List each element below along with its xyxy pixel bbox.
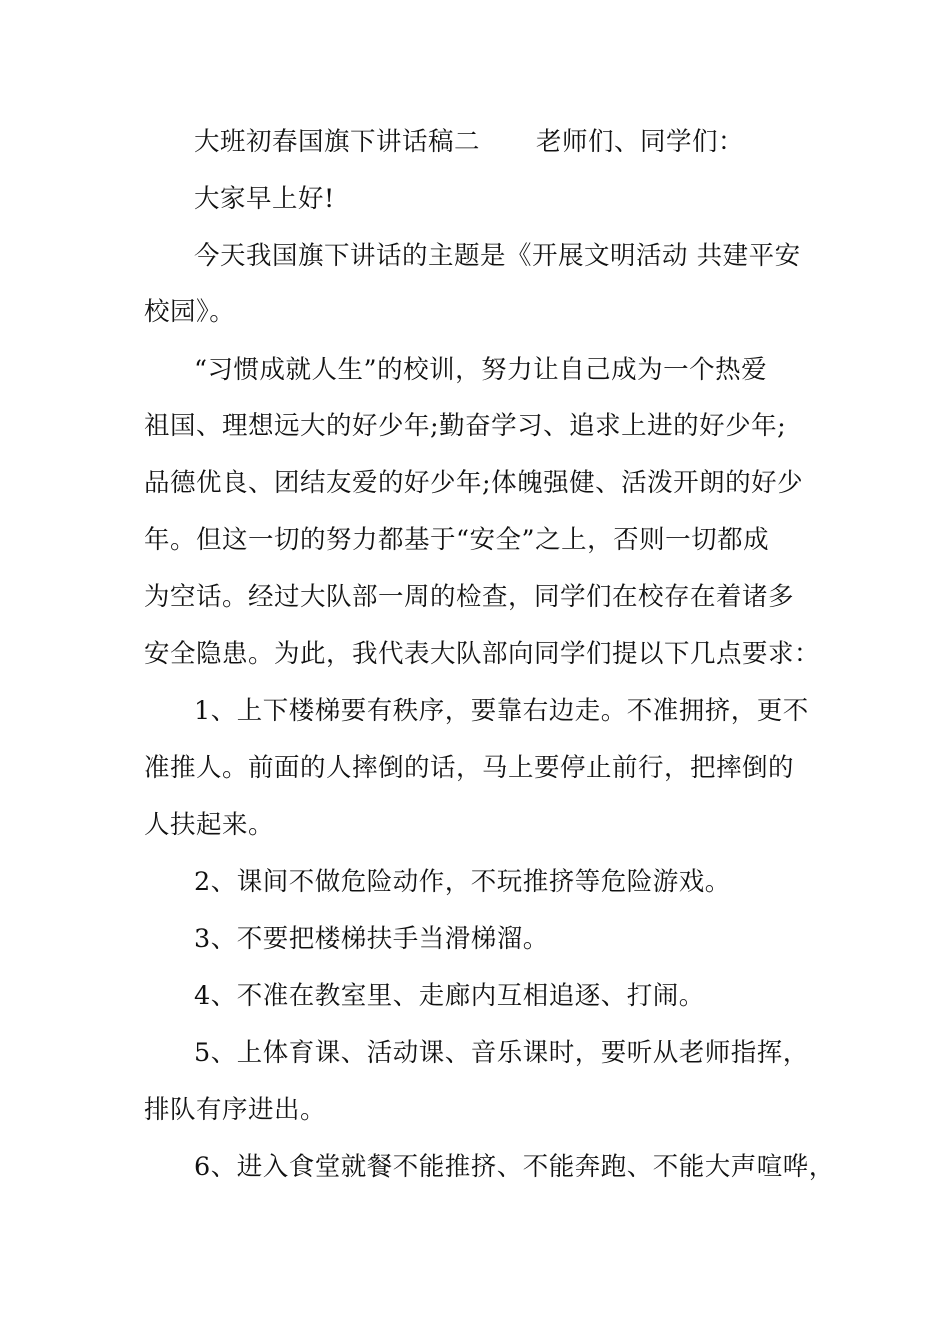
greeting-line: 大家早上好! <box>194 184 335 214</box>
paragraph-line: 校园》。 <box>144 297 236 327</box>
list-item-line: 准推人。前面的人摔倒的话，马上要停止前行，把摔倒的 <box>144 753 795 783</box>
list-item-line: 6、进入食堂就餐不能推挤、不能奔跑、不能大声喧哗， <box>194 1152 835 1182</box>
paragraph-line: “习惯成就人生”的校训，努力让自己成为一个热爱 <box>194 355 768 385</box>
paragraph-line: 品德优良、团结友爱的好少年;体魄强健、活泼开朗的好少 <box>144 468 804 498</box>
paragraph-line: 年。但这一切的努力都基于“安全”之上，否则一切都成 <box>144 525 770 555</box>
list-item-line: 4、不准在教室里、走廊内互相追逐、打闹。 <box>194 981 705 1011</box>
document-title: 大班初春国旗下讲话稿二 <box>194 127 481 157</box>
list-item-line: 5、上体育课、活动课、音乐课时，要听从老师指挥， <box>194 1038 809 1068</box>
paragraph-line: 今天我国旗下讲话的主题是《开展文明活动 共建平安 <box>194 241 801 271</box>
list-item-line: 排队有序进出。 <box>144 1095 327 1125</box>
paragraph-line: 为空话。经过大队部一周的检查，同学们在校存在着诸多 <box>144 582 795 612</box>
salutation: 老师们、同学们： <box>536 127 745 157</box>
list-item-line: 人扶起来。 <box>144 810 275 840</box>
paragraph-line: 祖国、理想远大的好少年;勤奋学习、追求上进的好少年; <box>144 411 787 441</box>
list-item-line: 3、不要把楼梯扶手当滑梯溜。 <box>194 924 549 954</box>
paragraph-line: 安全隐患。为此，我代表大队部向同学们提以下几点要求： <box>144 639 821 669</box>
list-item-line: 2、课间不做危险动作，不玩推挤等危险游戏。 <box>194 867 731 897</box>
list-item-line: 1、上下楼梯要有秩序，要靠右边走。不准拥挤，更不 <box>194 696 809 726</box>
heading-line <box>194 122 744 162</box>
